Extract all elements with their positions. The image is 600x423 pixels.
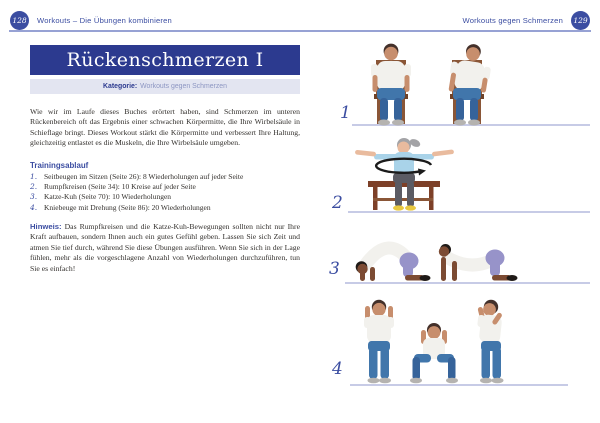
list-item-text: Rumpfkreisen (Seite 34): 10 Kreise auf jeder Seite [44,182,196,192]
category-bar [30,79,300,94]
list-item-text: Katze-Kuh (Seite 70): 10 Wiederholungen [44,192,172,202]
list-item [30,203,300,213]
exercise-1-illustration-seated-side-bend [356,42,506,126]
seated-woman-arms-out [355,138,454,211]
exercise-4-number: 4 [332,359,343,379]
category-value: Workouts gegen Schmerzen [140,83,227,90]
list-item [30,172,300,182]
exercise-4-illustration-squat-with-twist [352,299,517,385]
list-item-number: 2. [30,182,38,192]
seated-man-upright [371,44,411,126]
note-paragraph [30,222,300,274]
exercise-2-number: 2 [332,193,343,213]
left-running-header: Workouts – Die Übungen kombinieren [37,16,172,25]
list-item-text: Seitbeugen im Sitzen (Seite 26): 8 Wiederholungen auf jeder Seite [44,172,244,181]
standing-hands-up-figure [364,300,394,384]
page-title: Rückenschmerzen I [66,49,264,71]
exercise-1-number: 1 [340,103,351,123]
intro-paragraph: Wie wir im Laufe dieses Buches erörtert haben, sind Schmerzen im unteren Rückenbereich oft das Ergebnis einer schwachen Körpermitte, die Ihre Wirbelsäule in Schieflage bringt. Dieses Workout stärkt die Körpermitte und verbessert Ihre Haltung, gleichzeitig entlastet es die Muskeln, die Ihre Wirbelsäule umgeben. [30,107,300,148]
exercise-3-illustration-cat-cow [346,231,521,283]
list-item-number: 3. [30,192,38,202]
exercise-3-number: 3 [329,259,340,279]
category-label: Kategorie: [103,83,138,90]
training-list [30,172,300,213]
seated-man-side-bend [447,42,494,125]
list-item-text: Kniebeuge mit Drehung (Seite 86): 20 Wiederholungen [44,202,211,212]
list-item [30,192,300,202]
exercise-2-illustration-trunk-circles [346,137,486,212]
note-label: Hinweis: [30,222,62,231]
list-item-number: 1. [30,172,38,181]
left-page-number-badge: 128 [10,11,29,30]
right-running-header: Workouts gegen Schmerzen [462,16,563,25]
standing-twist-figure [476,300,504,384]
list-item [30,182,300,192]
note-text: Das Rumpfkreisen und die Katze-Kuh-Bewegungen sollten nicht nur Ihre Kraft aufbauen, sondern Ihnen auch ein gutes Gefühl geben. Lassen Sie sich Zeit und atmen Sie tief durch, während Sie diese Übungen ausführen. Wenn Sie sich in der Lage fühlen, mehr als die vorgeschlagene Anzahl von Wiederholungen durchzuführen, tun Sie es einfach! [30,222,300,273]
right-page-number-badge: 129 [571,11,590,30]
chapter-title-banner [30,45,300,75]
squatting-figure [410,323,458,383]
list-item-number: 4. [30,202,38,212]
header-rule [9,30,591,32]
training-heading: Trainingsablauf [30,161,89,170]
cow-pose-figure [439,244,518,281]
cat-pose-figure [356,248,431,281]
